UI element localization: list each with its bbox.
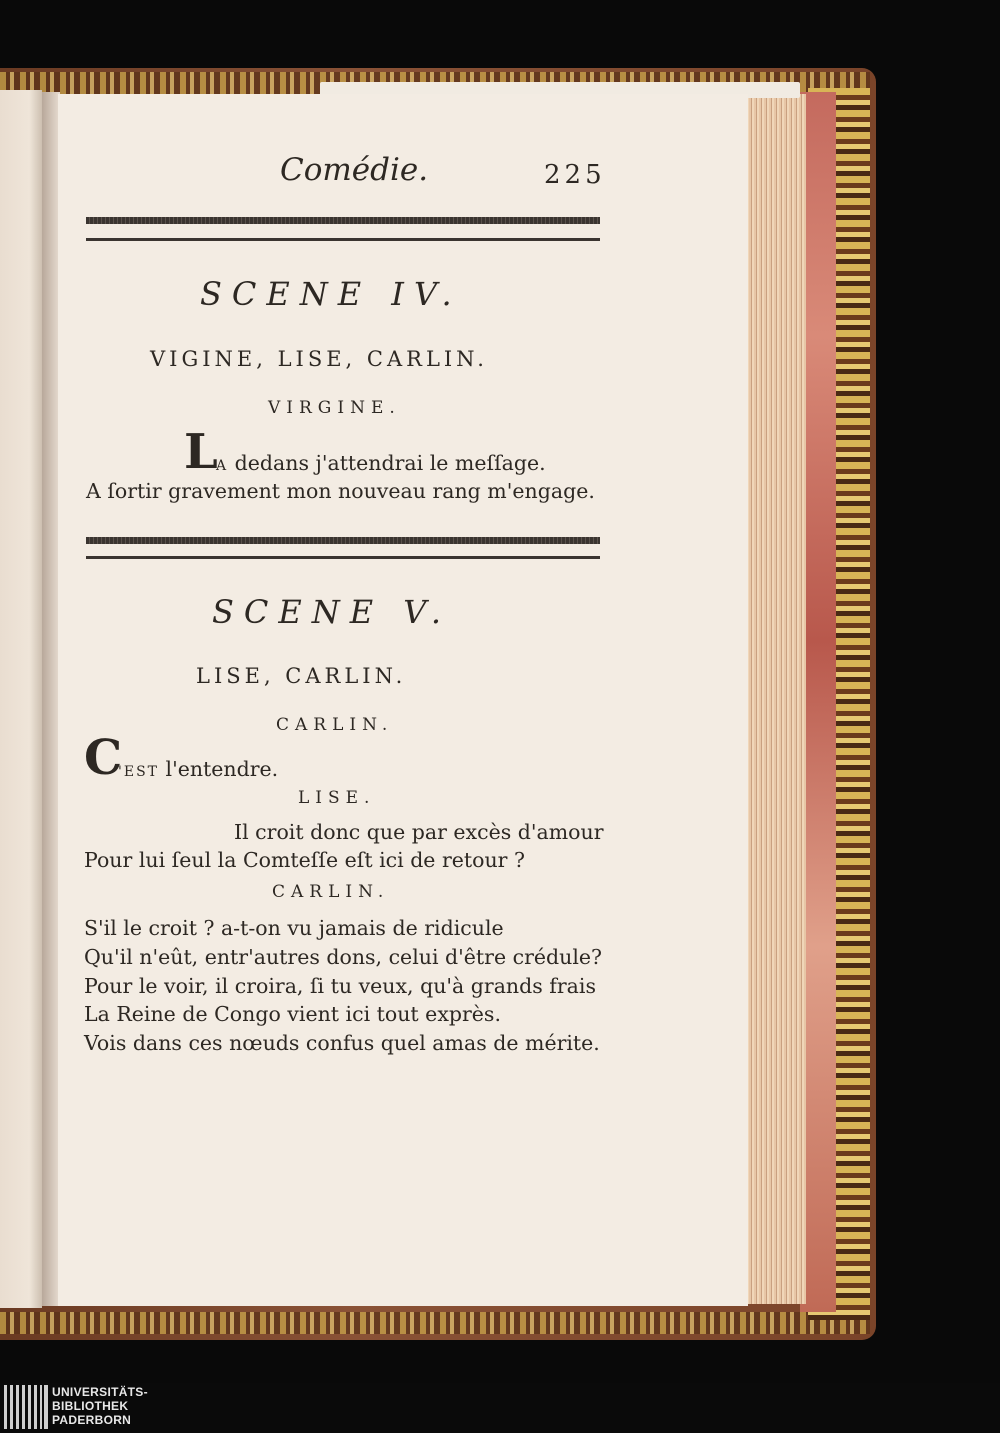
scene-5-speaker-carlin: CARLIN. — [276, 715, 394, 735]
lise-line-1: Il croit donc que par excès d'amour — [234, 820, 604, 844]
scene-5-line-1 — [118, 757, 278, 781]
page-stack-edge — [744, 94, 806, 1304]
carlin-line-3: Pour le voir, il croira, ſi tu veux, qu'à grands frais — [84, 974, 596, 998]
scene-4-speaker: VIRGINE. — [268, 398, 401, 418]
scene-4-line-1 — [216, 451, 546, 475]
scene-rule-thin — [86, 556, 600, 559]
header-rule-thin — [86, 238, 600, 241]
scene-4-line-2: A ſortir gravement mon nouveau rang m'engage. — [86, 479, 595, 503]
scene-4-dropcap: L — [184, 424, 218, 480]
carlin-line-2: Qu'il n'eût, entr'autres dons, celui d'être crédule? — [84, 945, 603, 969]
carlin-line-4: La Reine de Congo vient ici tout exprès. — [84, 1002, 501, 1026]
lise-line-2: Pour lui ſeul la Comteſſe eſt ici de retour ? — [84, 848, 525, 872]
scene-4-cast: VIGINE, LISE, CARLIN. — [150, 347, 488, 371]
left-page — [0, 90, 42, 1308]
header-rule-thick — [86, 217, 600, 224]
scene-5-speaker-lise: LISE. — [298, 788, 376, 808]
scene-5-cast: LISE, CARLIN. — [196, 664, 407, 688]
footer-bar — [0, 1383, 1000, 1433]
scene-4-line-1-text: dedans j'attendrai le meſſage. — [228, 451, 546, 475]
scene-5-dropcap: C — [84, 730, 123, 786]
library-logo-bars-icon — [4, 1385, 42, 1429]
scene-4-title: SCENE IV. — [200, 275, 462, 313]
library-logo-line-2: BIBLIOTHEK — [52, 1399, 129, 1413]
running-head: Comédie. — [280, 152, 429, 188]
scene-5-speaker-carlin-2: CARLIN. — [272, 882, 390, 902]
library-logo-mark-icon — [44, 1385, 48, 1429]
scene-5-line-1-text: l'entendre. — [159, 757, 279, 781]
scene-5-line-1-smallcaps: 'EST — [118, 764, 159, 780]
page-number: 225 — [544, 160, 606, 190]
scene-5-title: SCENE V. — [212, 593, 451, 631]
scene-4-line-1-smallcaps: A — [216, 458, 229, 474]
scene-rule-thick — [86, 537, 600, 544]
carlin-line-1: S'il le croit ? a-t-on vu jamais de ridicule — [84, 916, 504, 940]
library-logo-text — [52, 1385, 148, 1427]
library-logo-line-1: UNIVERSITÄTS- — [52, 1385, 148, 1399]
library-logo-line-3: PADERBORN — [52, 1413, 132, 1427]
gilt-border-bottom — [0, 1312, 870, 1334]
carlin-line-5: Vois dans ces nœuds confus quel amas de mérite. — [84, 1031, 600, 1055]
